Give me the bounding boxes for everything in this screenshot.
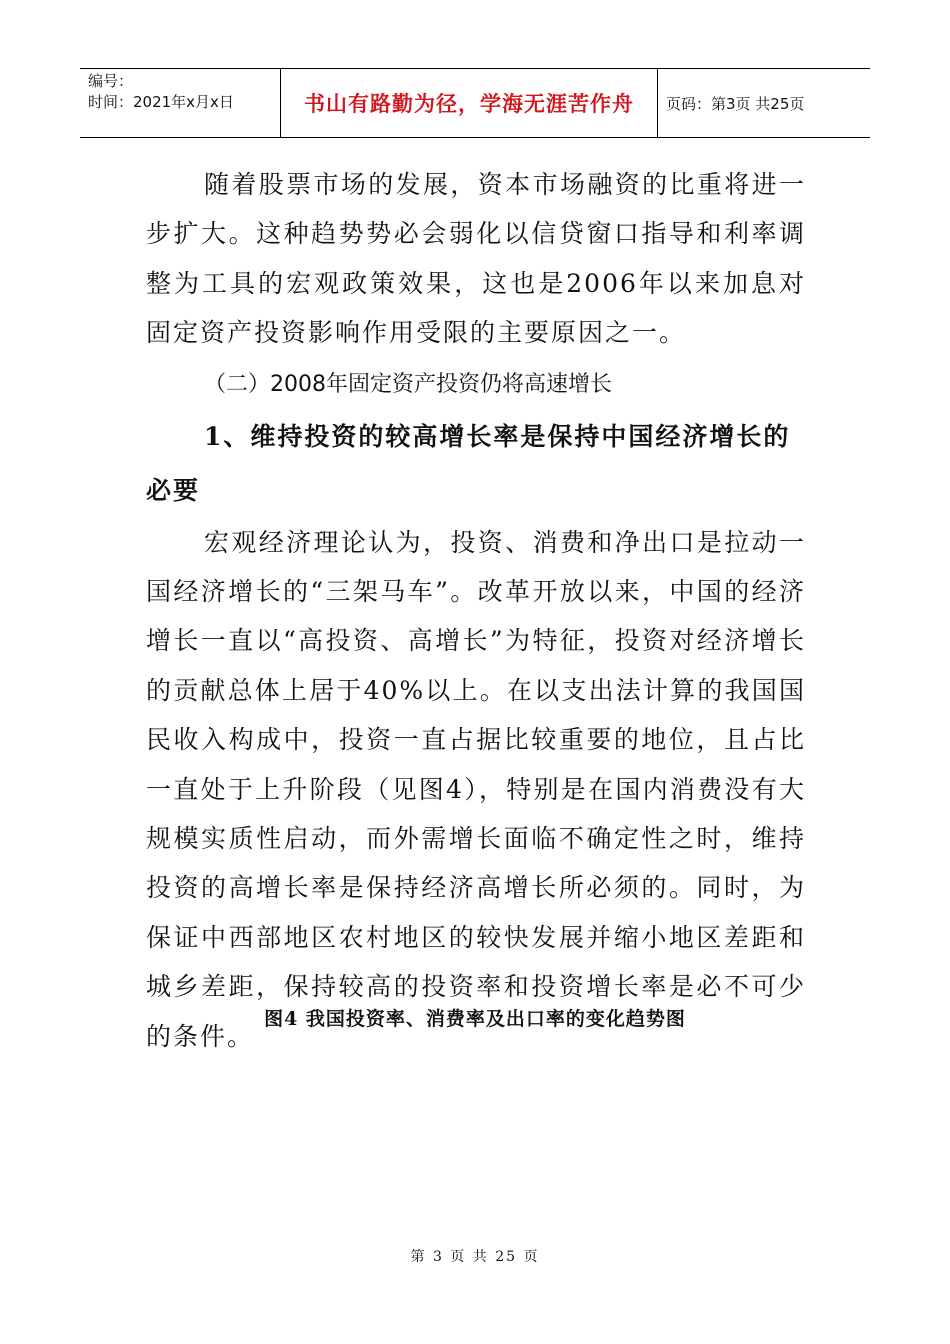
document-number-label: 编号： [88,72,134,90]
header-table [80,68,870,138]
page-footer: 第 3 页 共 25 页 [410,1249,540,1265]
figure-caption: 图4 我国投资率、消费率及出口率的变化趋势图 [264,1008,686,1030]
section-heading: （二）2008年固定资产投资仍将高速增长 [204,371,612,397]
body-paragraph-2: 宏观经济理论认为，投资、消费和净出口是拉动一国经济增长的“三架马车”。改革开放以来，中国的经济增长一直以“高投资、高增长”为特征，投资对经济增长的贡献总体上居于40%以上。在以支出法计算的我国国民收入构成中，投资一直占据比较重要的地位，且占比一直处于上升阶段（见图4），特别是在国内消费没有大规模实质性启动，而外需增长面临不确定性之时，维持投资的高增长率是保持经济高增长所必须的。同时，为保证中西部地区农村地区的较快发展并缩小地区差距和城乡差距，保持较高的投资率和投资增长率是必不可少的条件。 [146,527,806,1051]
document-body [146,160,806,1061]
body-paragraph-1: 随着股票市场的发展，资本市场融资的比重将进一步扩大。这种趋势势必会弱化以信贷窗口指导和利率调整为工具的宏观政策效果，这也是2006年以来加息对固定资产投资影响作用受限的主要原因之一。 [146,170,806,348]
document-date-label: 时间：2021年x月x日 [88,93,234,111]
header-motto: 书山有路勤为径，学海无涯苦作舟 [281,69,658,137]
header-meta-cell [80,69,281,137]
header-page-number: 页码：第3页 共25页 [666,94,805,113]
subsection-heading: 1、维持投资的较高增长率是保持中国经济增长的必要 [146,421,791,505]
